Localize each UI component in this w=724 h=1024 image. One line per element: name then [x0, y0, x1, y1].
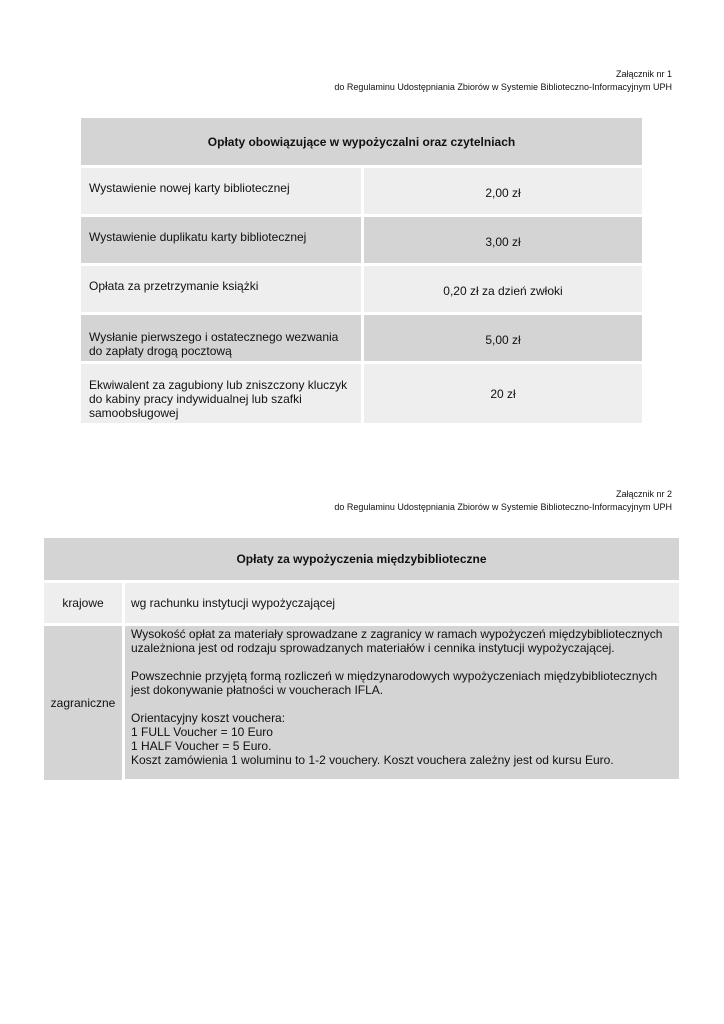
fee-amount: 0,20 zł za dzień zwłoki — [364, 266, 642, 312]
annex1-number: Załącznik nr 1 — [615, 69, 672, 79]
fees-table-lending — [81, 118, 642, 423]
fees-table-interlibrary-title: Opłaty za wypożyczenia międzybiblioteczne — [44, 538, 679, 580]
fee-amount: 2,00 zł — [364, 168, 642, 214]
paragraph: Orientacyjny koszt vouchera: 1 FULL Voucher = 10 Euro 1 HALF Voucher = 5 Euro. Koszt zamówienia 1 woluminu to 1-2 vouchery. Koszt vouchera zależny jest od kursu Euro. — [131, 711, 614, 767]
table-row — [81, 168, 642, 214]
paragraph: Wysokość opłat za materiały sprowadzane z zagranicy w ramach wypożyczeń międzybibliotecznych uzależniona jest od rodzaju sprowadzanych materiałów i cennika instytucji wypożyczającej. — [131, 627, 663, 655]
annex2-header — [334, 488, 672, 514]
paragraph: Powszechnie przyjętą formą rozliczeń w międzynarodowych wypożyczeniach międzybibliotecznych jest dokonywanie płatności w voucherach IFLA. — [131, 669, 658, 697]
table-row — [44, 583, 679, 623]
annex2-number: Załącznik nr 2 — [615, 489, 672, 499]
fee-amount: 20 zł — [364, 364, 642, 423]
loan-type-label: zagraniczne — [44, 626, 122, 780]
annex1-regulation-ref: do Regulaminu Udostępniania Zbiorów w Systemie Biblioteczno-Informacyjnym UPH — [334, 82, 672, 92]
table-row — [81, 266, 642, 312]
fee-amount: 3,00 zł — [364, 217, 642, 263]
fee-description: Wystawienie duplikatu karty bibliotecznej — [81, 217, 361, 263]
fee-description: Ekwiwalent za zagubiony lub zniszczony kluczyk do kabiny pracy indywidualnej lub szafki samoobsługowej — [81, 364, 361, 423]
fees-table-lending-title: Opłaty obowiązujące w wypożyczalni oraz czytelniach — [81, 118, 642, 165]
loan-type-label: krajowe — [44, 583, 122, 623]
loan-fee-description — [125, 626, 679, 779]
fee-description: Wysłanie pierwszego i ostatecznego wezwania do zapłaty drogą pocztową — [81, 315, 361, 361]
fee-description: Opłata za przetrzymanie książki — [81, 266, 361, 312]
table-row — [81, 364, 642, 423]
annex2-regulation-ref: do Regulaminu Udostępniania Zbiorów w Systemie Biblioteczno-Informacyjnym UPH — [334, 502, 672, 512]
fee-description: Wystawienie nowej karty bibliotecznej — [81, 168, 361, 214]
table-row — [81, 315, 642, 361]
fee-amount: 5,00 zł — [364, 315, 642, 361]
fees-table-interlibrary — [44, 538, 679, 780]
annex1-header — [334, 68, 672, 94]
table-row — [44, 626, 679, 780]
table-row — [81, 217, 642, 263]
loan-fee-description: wg rachunku instytucji wypożyczającej — [125, 583, 679, 623]
